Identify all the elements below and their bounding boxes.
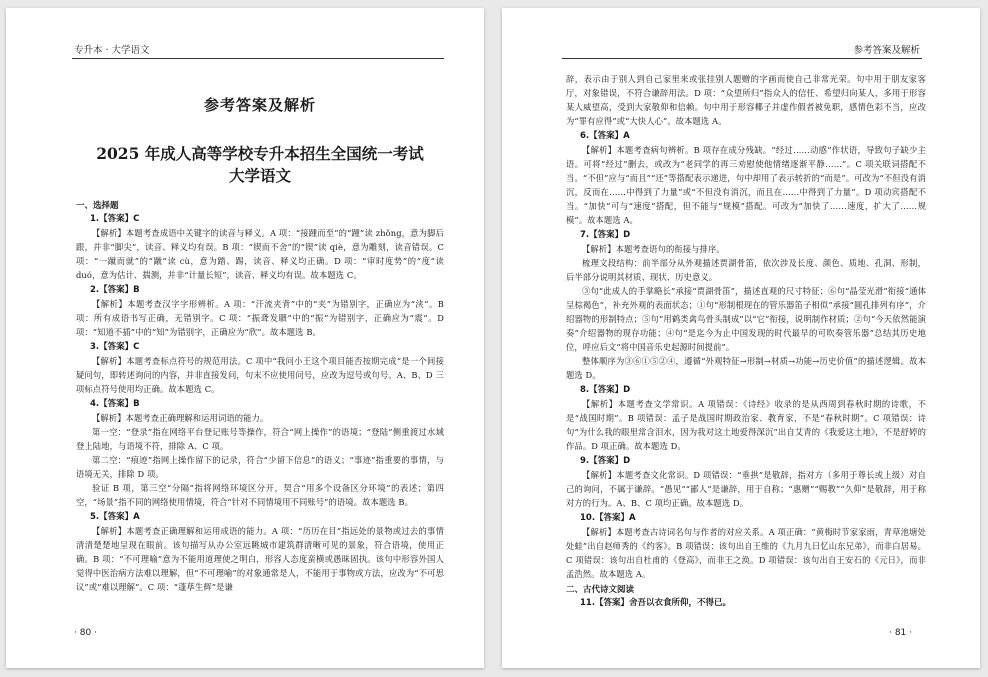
- answer-label: 4.【答案】B: [90, 399, 140, 409]
- left-page: [6, 8, 484, 668]
- answer-label: 11.【答案】舍吾以衣食所仰，不得已。: [580, 598, 732, 608]
- explanation-paragraph: 【解析】本题考查汉字字形辨析。A 项：“汗流夹背”中的“夹”为错别字，正确应为“浃”。B 项：所有成语书写正确，无错别字。C 项：“振聋发聩”中的“振”为错别字，正确应为“震”。D 项：“知道不插”中的“知”为错别字，正确应为“欣”。故本题选 B。: [76, 299, 444, 337]
- section-heading: 二、古代诗文阅读: [566, 585, 635, 595]
- section-heading: 一、选择题: [76, 201, 119, 211]
- running-head: 专升本 · 大学语文: [74, 45, 150, 56]
- explanation-paragraph: 【解析】本题考查文化常识。D 项错误：“垂拱”是敬辞，指对方（多用于尊长或上级）对自己的询问，不属于谦辞。“愚见”“鄙人”是谦辞，用于自称；“惠赠”“赐教”“久仰”是敬辞，用于称对方的行为。A、B、C 项均正确。故本题选 D。: [566, 470, 926, 508]
- left-page-body: [76, 94, 444, 594]
- explanation-paragraph: 【解析】本题考查标点符号的规范用法。C 项中“我问小王这个项目能否按期完成”是一个间接疑问句，即转述询问的内容，并非直接发问，句末不应使用问号，应改为逗号或句号。A、B、D 三项标点符号使用均正确。故本题选 C。: [76, 356, 444, 394]
- explanation-paragraph: 验证 B 项，第三空“分隔”指将网络环境区分开，契合“用多个设备区分环境”的表述；第四空，“场景”指不同的网络使用情境，符合“针对不同情境用不同账号”的语境。故本题选 B。: [76, 483, 444, 507]
- explanation-paragraph: 【解析】本题考查正确理解和运用词语的能力。: [92, 413, 269, 423]
- explanation-paragraph: 【解析】本题考查正确理解和运用成语的能力。A 项：“历历在目”指远处的景物或过去的事情清清楚楚地呈现在眼前。该句描写从办公室远眺城市建筑群清晰可见的景象，符合语境，使用正确。B 项：“不可理喻”意为不能用道理使之明白，形容人态度蛮横或愚昧固执。该句中形容外国人觉得中医治病方法难以理解，但“不可理喻”的对象通常是人，不能用于事物或方法，应改为“不可思议”或“难以理解”。C 项：“蓬荜生辉”是谦: [76, 526, 444, 592]
- page-number: · 80 ·: [74, 628, 97, 638]
- doc-title: 参考答案及解析: [203, 96, 316, 114]
- answer-label: 7.【答案】D: [580, 230, 631, 240]
- answer-label: 1.【答案】C: [90, 214, 140, 224]
- answer-label: 5.【答案】A: [90, 512, 140, 522]
- answer-label: 8.【答案】D: [580, 385, 631, 395]
- answer-list: [566, 72, 926, 610]
- explanation-paragraph: 梳理文段结构：前半部分从外观描述贾湖骨笛，依次涉及长度、颜色、质地、孔洞、形制，后半部分说明其材质、现状、历史意义。: [566, 258, 926, 282]
- answer-label: 10.【答案】A: [580, 513, 636, 523]
- running-head: 参考答案及解析: [853, 45, 920, 56]
- exam-title-line2: 大学语文: [228, 166, 291, 185]
- answer-label: 6.【答案】A: [580, 131, 630, 141]
- exam-title-line1: 2025 年成人高等学校专升本招生全国统一考试: [96, 144, 424, 163]
- explanation-paragraph: 辞，表示由于别人到自己家里来或张挂别人题赠的字画而使自己非常光荣。句中用于朋友家客厅，对象错误，不符合谦辞用法。D 项：“众望所归”指众人的信任、希望归向某人，多用于形容某人威望高，受到大家敬仰和信赖。句中用于形容椰子并虚作假者被免职，感情色彩不当，应改为“罪有应得”或“大快人心”。故本题选 A。: [566, 74, 926, 126]
- header-rule: [72, 58, 444, 59]
- explanation-paragraph: 【解析】本题考查病句辨析。B 项存在成分残缺。“经过……动感”作状语，导致句子缺少主语。可将“经过”删去，或改为“老同学的再三劝慰使他情绪逐渐平静……”。C 项关联词搭配不当。“不但”应与“而且”“还”等搭配表示递进，句中却用了表示转折的“而是”。可改为“不但没有消沉，反而在……中得到了力量”或“不但没有消沉，而且在……中得到了力量”。D 项动宾搭配不当。“加快”可与“速度”搭配，但不能与“规模”搭配。可改为“加快了……速度，扩大了……规模”。故本题选 A。: [566, 145, 926, 225]
- answer-label: 3.【答案】C: [90, 342, 140, 352]
- header-rule: [562, 58, 922, 59]
- exam-title: [76, 143, 444, 187]
- explanation-paragraph: 整体顺序为③⑥①⑤②④，遵循“外观特征→形制→材质→功能→历史价值”的描述逻辑。故本题选 D。: [566, 356, 926, 380]
- explanation-paragraph: ③句“此成人的手掌略长”承接“贾湖骨笛”，描述直观的尺寸特征；⑥句“晶莹光滑”衔接“通体呈棕褐色”，补充外观的表面状态；①句“形制根现在的管乐器笛子相似”承接“圆孔排列有序”，介绍器物的形制特点；⑤句“用鹤类禽鸟骨头制成”以“它”衔接，说明制作材质；②句“今天依然能演奏”介绍器物的现存功能；④句“是迄今为止中国发现的时代最早的可吹奏管乐器”总结其历史地位，呼应后文“将中国音乐史起源时间提前”。: [566, 286, 926, 352]
- explanation-paragraph: 【解析】本题考查古诗词名句与作者的对应关系。A 项正确：“黄梅时节家家雨，青草池塘处处蛙”出自赵师秀的《约客》。B 项错误：该句出自王维的《九月九日忆山东兄弟》，而非白居易。C 项错误：该句出自杜甫的《登高》，而非王之涣。D 项错误：该句出自王安石的《元日》，而非孟浩然。故本题选 A。: [566, 527, 926, 579]
- explanation-paragraph: 【解析】本题考查文学常识。A 项错误：《诗经》收录的是从西周到春秋时期的诗歌，不是“战国时期”。B 项错误：孟子是战国时期政治家、教育家，不是“春秋时期”。C 项错误：诗句“为什么我的眼里常含泪水，因为我对这土地爱得深沉”出自艾青的《我爱这土地》，不是舒婷的作品。D 项正确。故本题选 D。: [566, 399, 926, 451]
- right-page: [502, 8, 980, 668]
- explanation-paragraph: 【解析】本题考查成语中关键字的读音与释义。A 项：“接踵而至”的“踵”读 zhǒng，意为脚后跟，并非“脚尖”，读音、释义均有误。B 项：“锲而不舍”的“锲”读 qiè，意为雕刻，读音错误。C 项：“一蹴而就”的“蹴”读 cù，意为踏、踢，读音、释义均正确。D 项：“审时度势”的“度”读 duó，意为估计、揣测，并非“计量长短”，读音、释义均有误。故本题选 C。: [76, 228, 444, 280]
- explanation-paragraph: 【解析】本题考查语句的衔接与排序。: [582, 244, 725, 254]
- answer-label: 2.【答案】B: [90, 285, 140, 295]
- right-page-body: [566, 72, 926, 610]
- page-number: · 81 ·: [889, 628, 912, 638]
- answer-list: [76, 212, 444, 594]
- explanation-paragraph: 第一空：“登录”指在网络平台登记账号等操作，符合“网上操作”的语境；“登陆”侧重渡过水域登上陆地，与语境不符，排除 A、C 项。: [76, 427, 444, 451]
- explanation-paragraph: 第二空：“痕迹”指网上操作留下的记录，符合“少留下信息”的语义；“事迹”指重要的事情，与语境无关，排除 D 项。: [76, 455, 444, 479]
- answer-label: 9.【答案】D: [580, 456, 631, 466]
